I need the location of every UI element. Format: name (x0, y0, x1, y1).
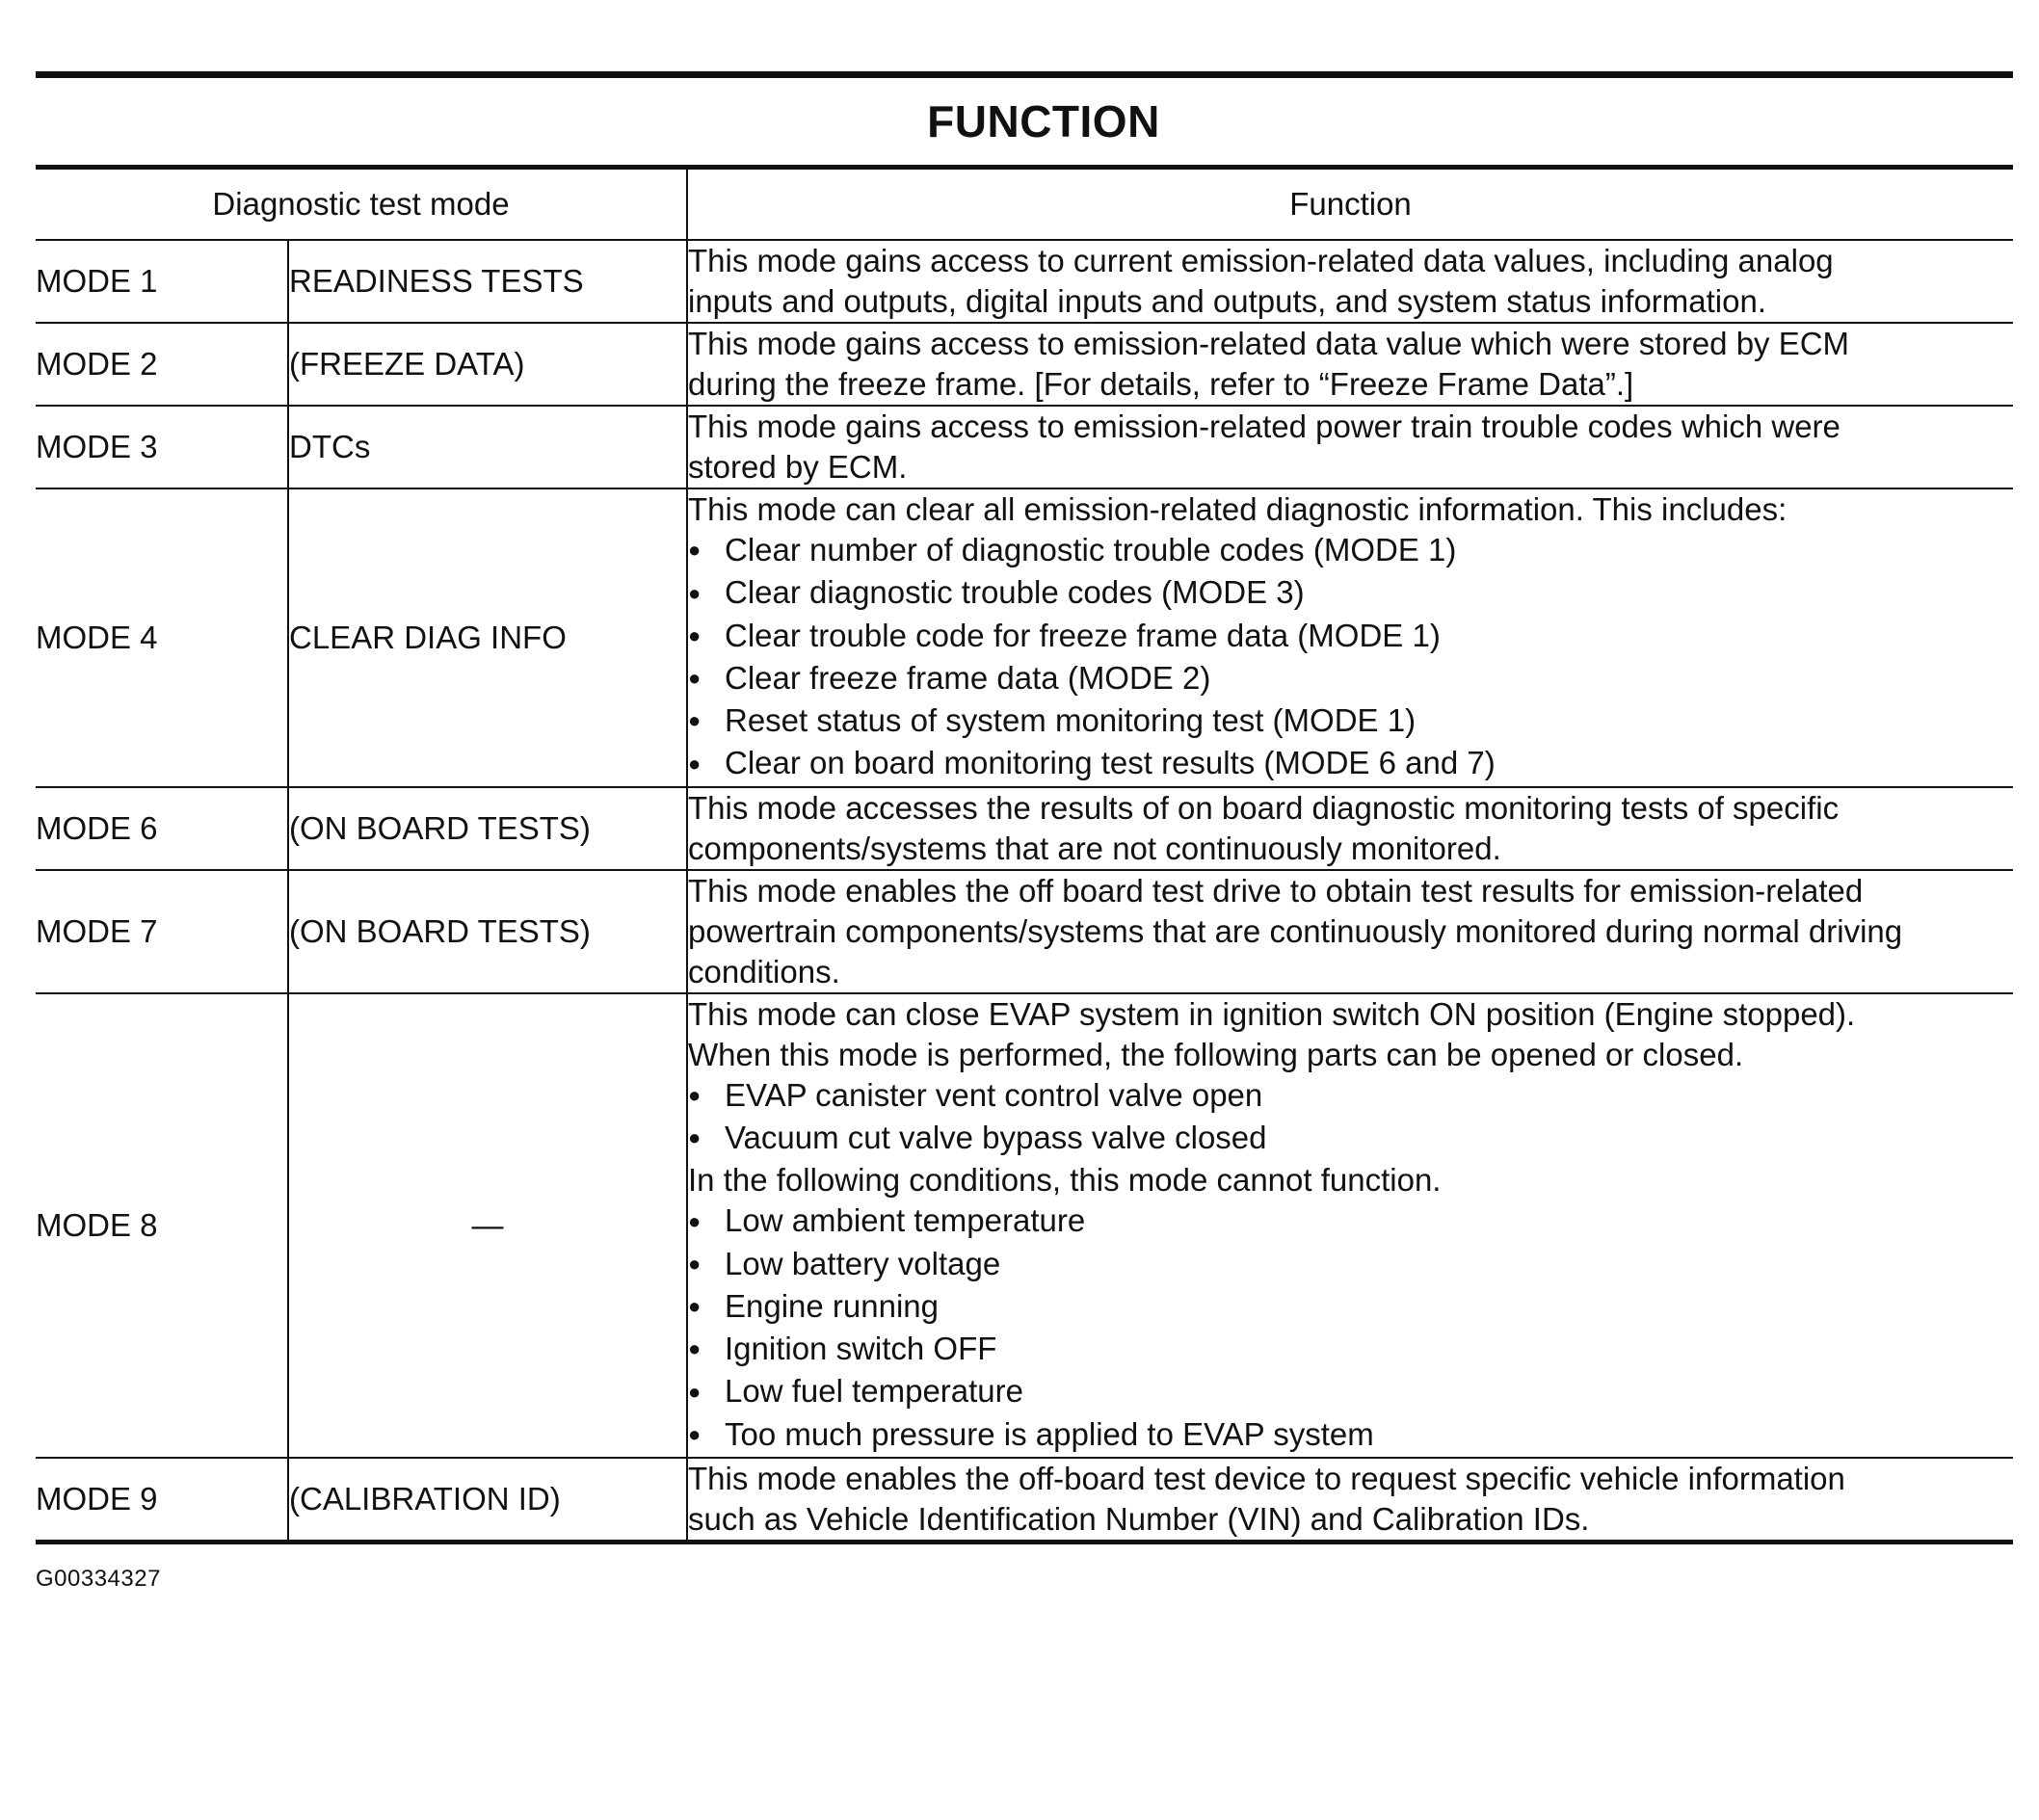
description-line: powertrain components/systems that are continuously monitored during normal driving (688, 912, 1903, 949)
bullet-item: ● Clear diagnostic trouble codes (MODE 3) (688, 572, 2013, 615)
table-row (36, 993, 2013, 1458)
bullet-item: ● Engine running (688, 1286, 2013, 1329)
mode-name: (ON BOARD TESTS) (288, 870, 687, 993)
description-line: during the freeze frame. [For details, refer to “Freeze Frame Data”.] (688, 366, 1634, 402)
description-line: This mode can close EVAP system in ignition switch ON position (Engine stopped). (688, 995, 1856, 1032)
mode-number: MODE 8 (36, 993, 288, 1458)
table-row (36, 406, 2013, 488)
table-body (36, 240, 2013, 1542)
bullet-item: ● Low fuel temperature (688, 1371, 2013, 1413)
page-title: FUNCTION (927, 96, 1160, 146)
mode-number: MODE 6 (36, 787, 288, 870)
description-line: This mode enables the off-board test device to request specific vehicle information (688, 1460, 1845, 1496)
bullet-item: ● Too much pressure is applied to EVAP system (688, 1414, 2013, 1457)
figure-reference: G00334327 (36, 1565, 161, 1592)
top-rule (36, 71, 2013, 78)
bullet-item: ● EVAP canister vent control valve open (688, 1075, 2013, 1118)
bullet-item: ● Clear number of diagnostic trouble codes (MODE 1) (688, 530, 2013, 572)
description-line: This mode can clear all emission-related diagnostic information. This includes: (688, 491, 1787, 527)
mode-number: MODE 1 (36, 240, 288, 323)
mode-name: CLEAR DIAG INFO (288, 488, 687, 787)
description-line: This mode enables the off board test drive to obtain test results for emission-related (688, 872, 1864, 909)
header-function: Function (687, 168, 2013, 241)
function-description (687, 870, 2013, 993)
bullet-item: ● Vacuum cut valve bypass valve closed (688, 1118, 2013, 1160)
mode-name: DTCs (288, 406, 687, 488)
table-row (36, 240, 2013, 323)
function-description (687, 993, 2013, 1458)
mode-number: MODE 9 (36, 1458, 288, 1543)
header-diagnostic-test-mode: Diagnostic test mode (36, 168, 687, 241)
bullet-item: ● Reset status of system monitoring test (MODE 1) (688, 700, 2013, 743)
bullet-item: ● Clear on board monitoring test results (MODE 6 and 7) (688, 743, 2013, 785)
bullet-item: ● Clear freeze frame data (MODE 2) (688, 658, 2013, 700)
function-sheet (36, 71, 2013, 1593)
function-description (687, 1458, 2013, 1543)
function-description (687, 323, 2013, 406)
description-line: such as Vehicle Identification Number (VIN) and Calibration IDs. (688, 1500, 1590, 1537)
table-header (36, 168, 2013, 241)
bullet-item: ● Ignition switch OFF (688, 1329, 2013, 1371)
description-line: This mode gains access to emission-related data value which were stored by ECM (688, 326, 1850, 361)
table-row (36, 870, 2013, 993)
function-description (687, 406, 2013, 488)
description-line: inputs and outputs, digital inputs and outputs, and system status information. (688, 283, 1767, 319)
description-line: This mode accesses the results of on board diagnostic monitoring tests of specific (688, 789, 1840, 826)
bullet-item: ● Low battery voltage (688, 1244, 2013, 1286)
mode-name: (ON BOARD TESTS) (288, 787, 687, 870)
mode-number: MODE 3 (36, 406, 288, 488)
table-row (36, 1458, 2013, 1543)
function-table (36, 165, 2013, 1544)
bullet-item: ● Low ambient temperature (688, 1200, 2013, 1243)
function-description (687, 488, 2013, 787)
mode-number: MODE 2 (36, 323, 288, 406)
function-description (687, 787, 2013, 870)
description-line: When this mode is performed, the following parts can be opened or closed. (688, 1036, 1744, 1072)
description-line: components/systems that are not continuously monitored. (688, 830, 1501, 866)
description-line: This mode gains access to emission-related power train trouble codes which were (688, 409, 1840, 444)
description-line: stored by ECM. (688, 449, 908, 485)
mode-name: (CALIBRATION ID) (288, 1458, 687, 1543)
mode-name: (FREEZE DATA) (288, 323, 687, 406)
mode-number: MODE 4 (36, 488, 288, 787)
bullet-item: ● Clear trouble code for freeze frame data (MODE 1) (688, 616, 2013, 658)
description-line: conditions. (688, 953, 840, 989)
description-line: In the following conditions, this mode cannot function. (688, 1162, 1442, 1199)
description-line: This mode gains access to current emission-related data values, including analog (688, 243, 1834, 278)
function-description (687, 240, 2013, 323)
table-row (36, 323, 2013, 406)
mode-name: — (288, 993, 687, 1458)
table-row (36, 488, 2013, 787)
mode-name: READINESS TESTS (288, 240, 687, 323)
mode-number: MODE 7 (36, 870, 288, 993)
table-row (36, 787, 2013, 870)
